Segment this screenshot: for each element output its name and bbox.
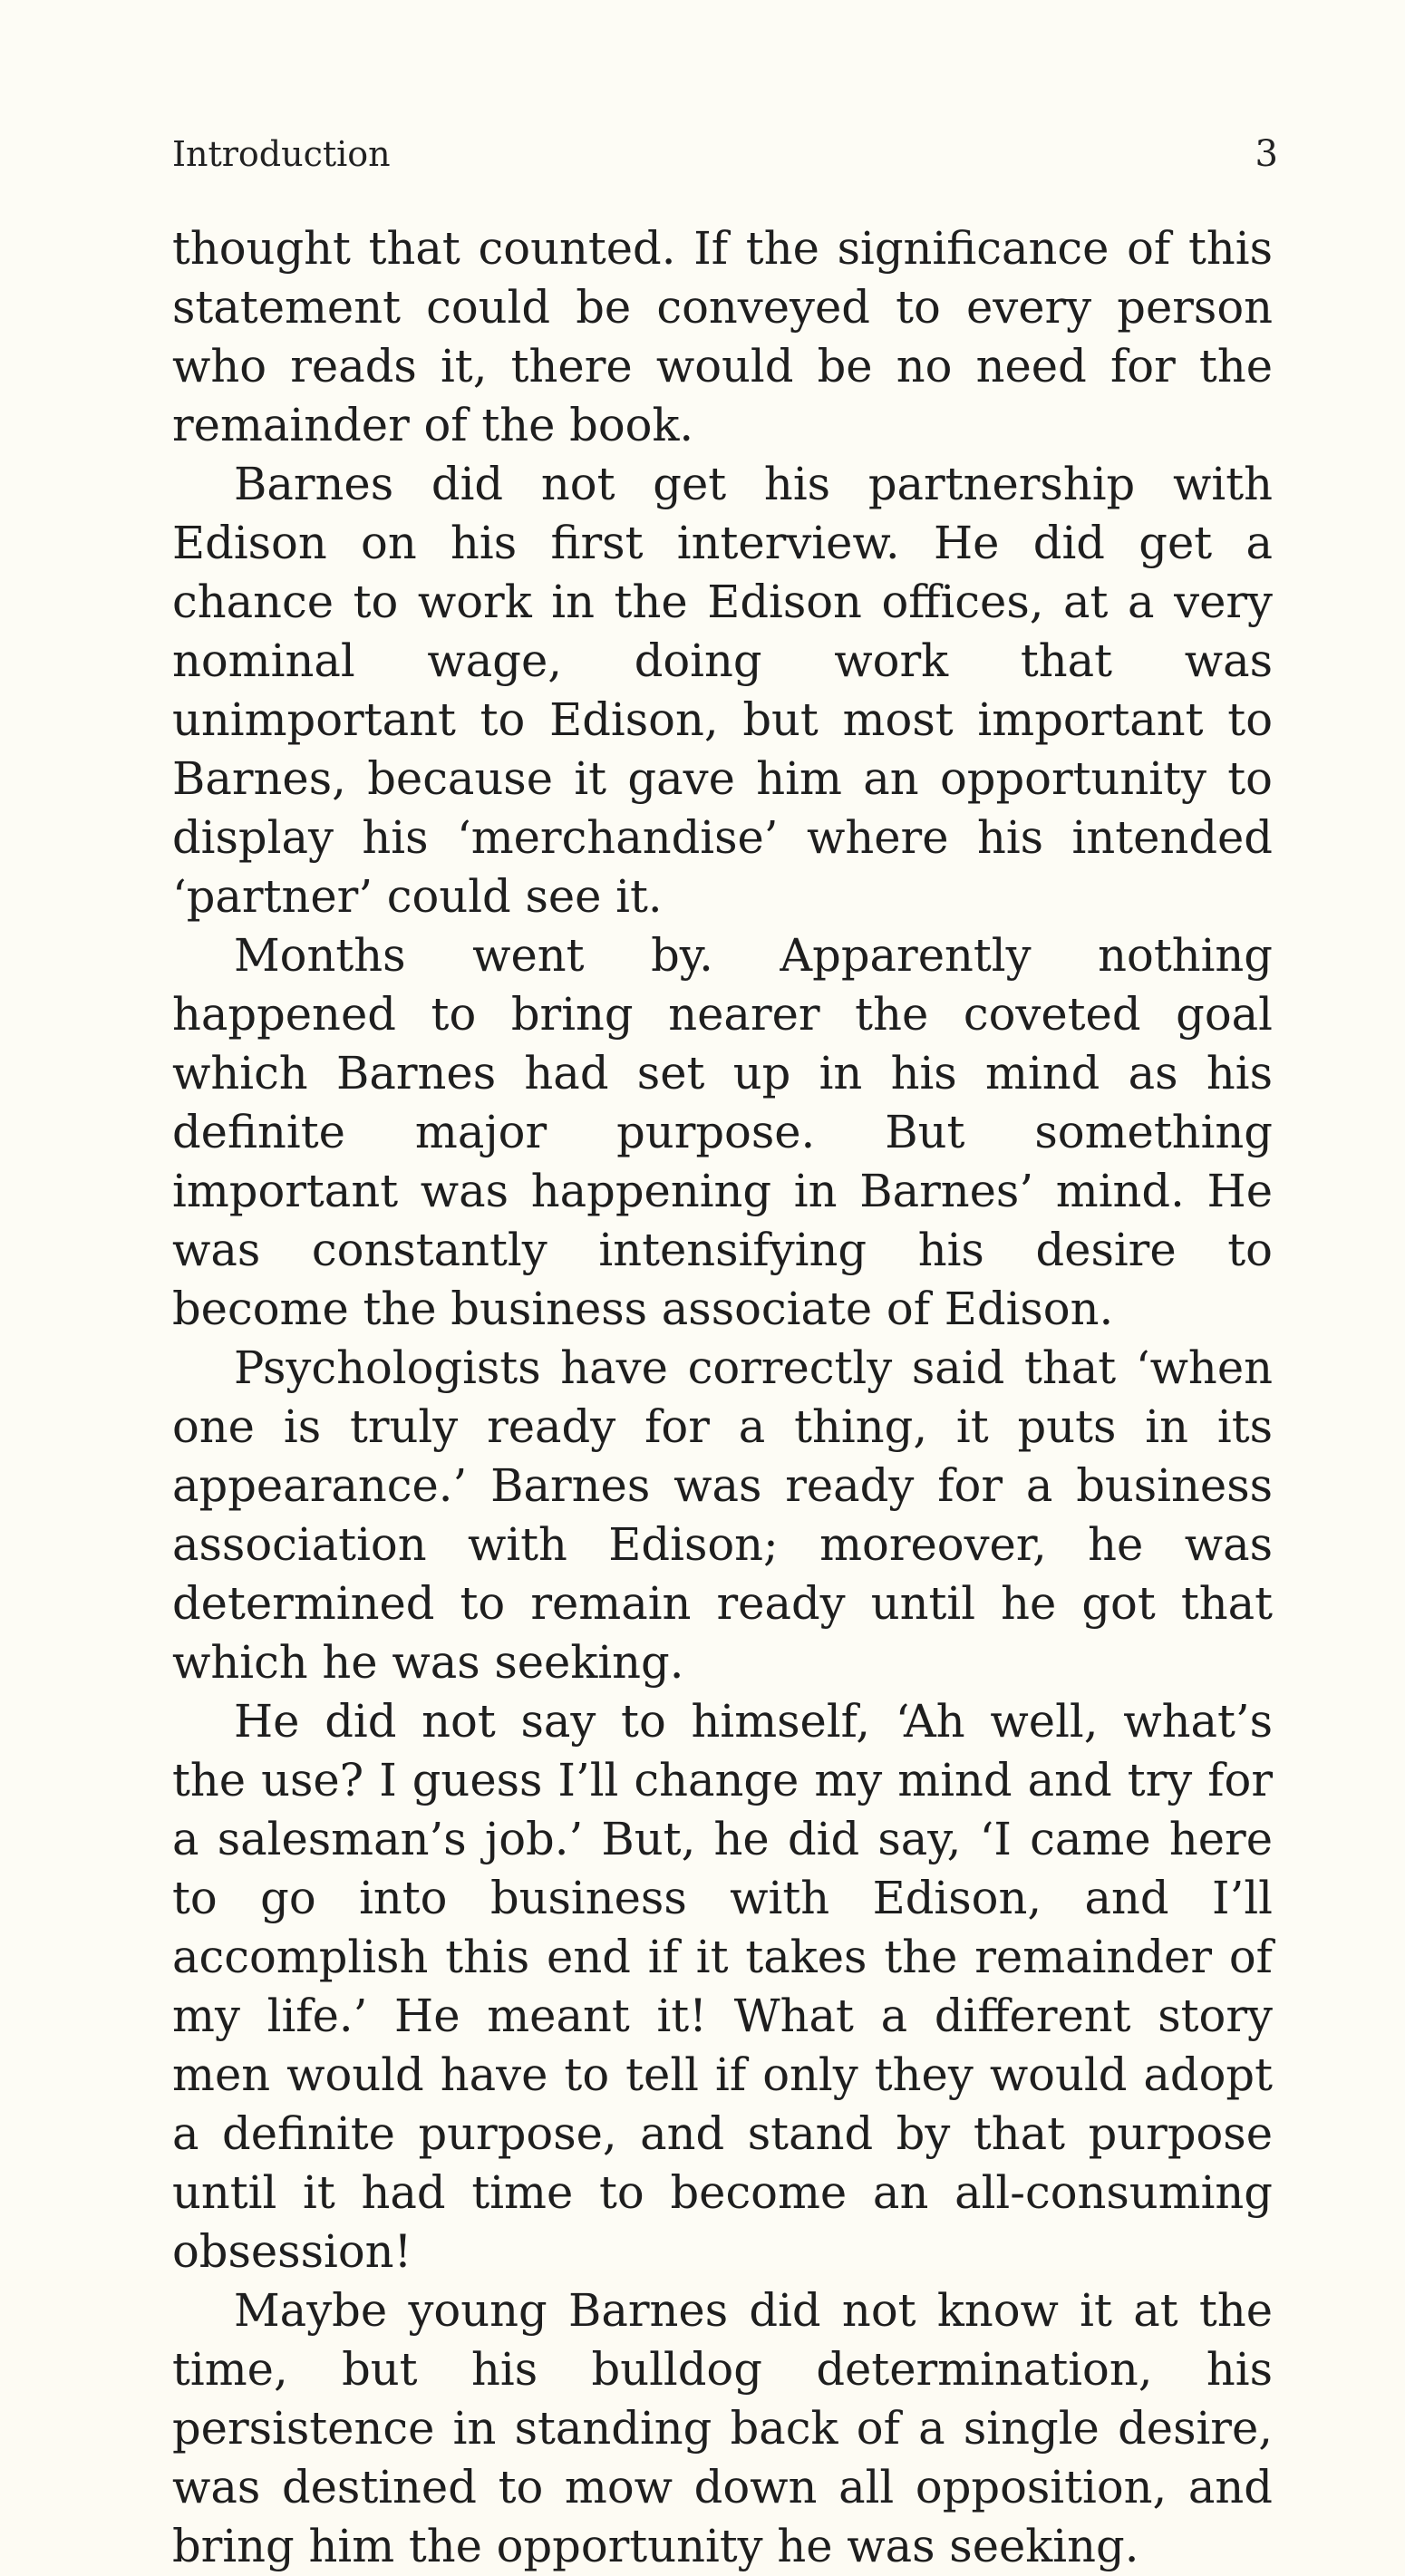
paragraph: Months went by. Apparently nothing happened to bring nearer the coveted goal which Barnes had set up in his mind as his definite major purpose. But something important was happening in Barnes’ mind. He was constantly intensifying his desire to become the business associate of Edison. — [172, 929, 1273, 1335]
body-text — [172, 219, 1273, 2576]
paragraph: He did not say to himself, ‘Ah well, what’s the use? I guess I’ll change my mind and try for a salesman’s job.’ But, he did say, ‘I came here to go into business with Edison, and I’ll accomplish this end if it takes the remainder of my life.’ He meant it! What a different story men would have to tell if only they would adopt a definite purpose, and stand by that purpose until it had time to become an all-consuming obsession! — [172, 1695, 1273, 2278]
paragraph-continuation: thought that counted. If the significance of this statement could be conveyed to every person who reads it, there would be no need for the remainder of the book. — [172, 222, 1273, 451]
paragraph: Maybe young Barnes did not know it at the time, but his bulldog determination, his persistence in standing back of a single desire, was destined to mow down all opposition, and bring him the opportunity he was seeking. — [172, 2284, 1273, 2572]
paragraph: Psychologists have correctly said that ‘when one is truly ready for a thing, it puts in its appearance.’ Barnes was ready for a business association with Edison; moreover, he was determined to remain ready until he got that which he was seeking. — [172, 1341, 1273, 1689]
paragraph: Barnes did not get his partnership with Edison on his first interview. He did get a chance to work in the Edison offices, at a very nominal wage, doing work that was unimportant to Edison, but most important to Barnes, because it gave him an opportunity to display his ‘merchandise’ where his intended ‘partner’ could see it. — [172, 458, 1273, 923]
running-title: Introduction — [172, 134, 391, 174]
page-number: 3 — [1255, 133, 1278, 175]
running-header — [172, 133, 1278, 175]
